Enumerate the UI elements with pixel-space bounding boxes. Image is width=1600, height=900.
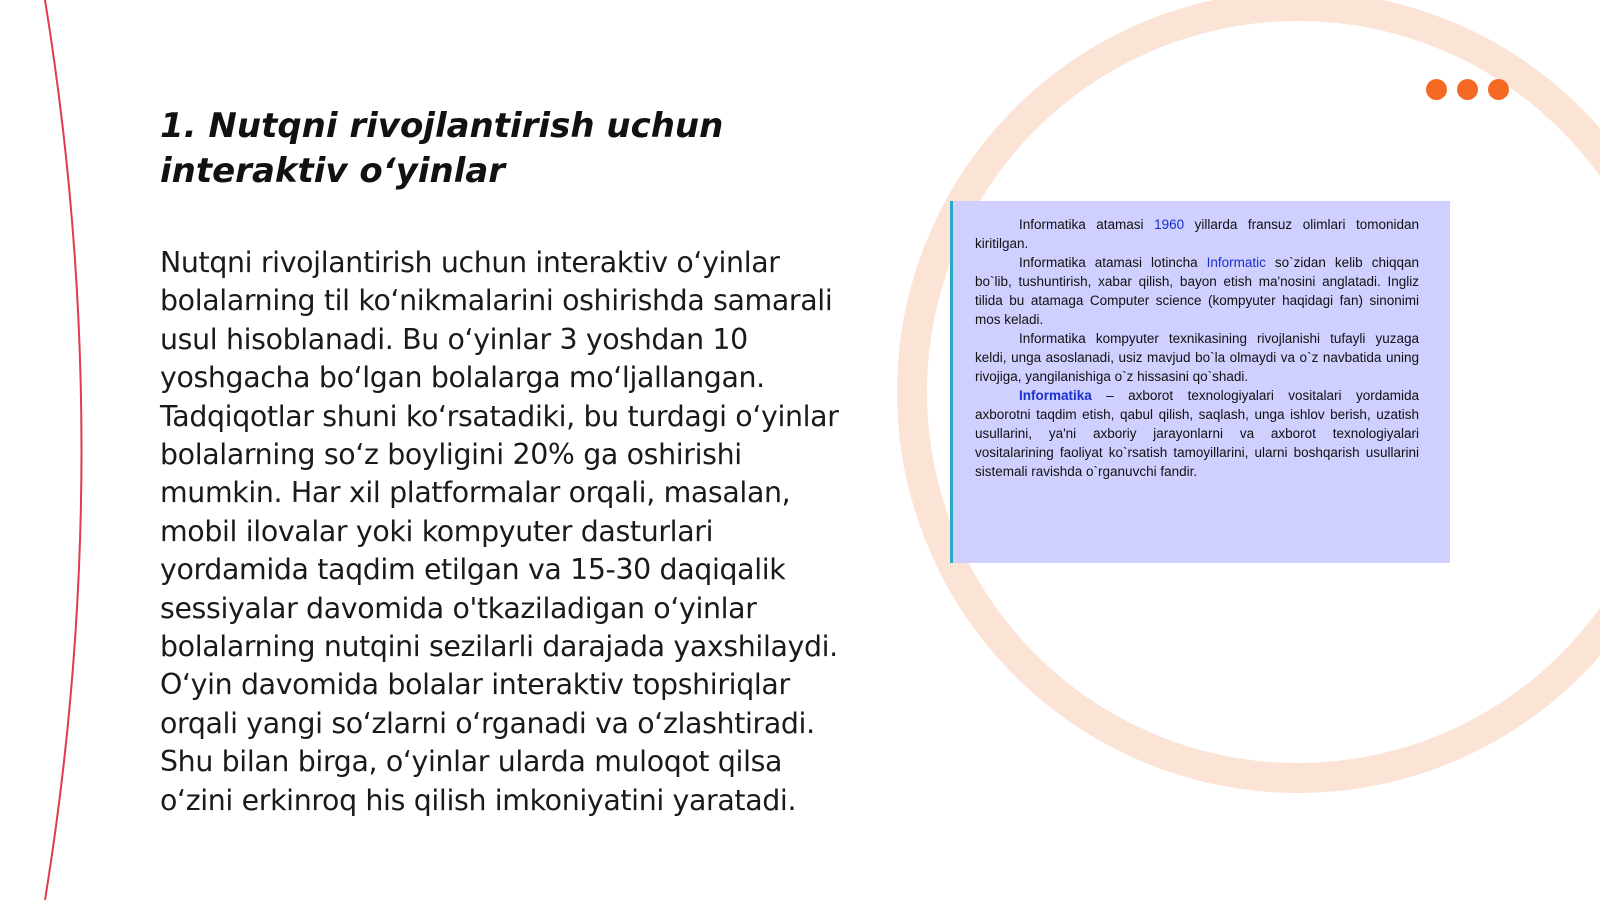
highlight-year: 1960	[1154, 217, 1185, 232]
decorative-dots	[1426, 79, 1509, 100]
left-curve-line	[45, 0, 82, 900]
doc-paragraph-3: Informatika kompyuter texnikasining rivojlanishi tufayli yuzaga keldi, unga asoslanadi, usiz mavjud bo`la olmaydi va o`z navbatida uning rivojiga, yangilanishiga o`z hissasini qo`shadi.	[975, 331, 1419, 384]
doc-paragraph-2: Informatika atamasi lotincha Informatic so`zidan kelib chiqqan bo`lib, tushuntirish, xabar qilish, bayon etish ma'nosini anglatadi. Ingliz tilida bu atamaga Computer science (kompyuter haqidagi fan) sinonimi mos keladi.	[975, 255, 1419, 327]
highlight-term: Informatic	[1206, 255, 1266, 270]
embedded-document-image	[950, 201, 1450, 563]
slide-title: 1. Nutqni rivojlantirish uchun interaktiv o‘yinlar	[160, 106, 724, 191]
dot-icon	[1488, 79, 1509, 100]
dot-icon	[1457, 79, 1478, 100]
highlight-definition-term: Informatika	[1019, 388, 1092, 403]
doc-paragraph-4: Informatika – axborot texnologiyalari vositalari yordamida axborotni taqdim etish, qabul qilish, saqlash, unga ishlov berish, uzatish usullarini, ya'ni axboriy jarayonlarni va axborot texnologiyalari vositalarining faoliyat ko`rsatish tamoyillarini, ularni boshqarish usullarini sistemali ravishda o`rganuvchi fandir.	[975, 388, 1419, 479]
dot-icon	[1426, 79, 1447, 100]
slide-body-text: Nutqni rivojlantirish uchun interaktiv o‘yinlar bolalarning til ko‘nikmalarini oshirishda samarali usul hisoblanadi. Bu o‘yinlar 3 yoshdan 10 yoshgacha bo‘lgan bolalarga mo‘ljallangan. Tadqiqotlar shuni ko‘rsatadiki, bu turdagi o‘yinlar bolalarning so‘z boyligini 20% ga oshirishi mumkin. Har xil platformalar orqali, masalan, mobil ilovalar yoki kompyuter dasturlari yordamida taqdim etilgan va 15-30 daqiqalik sessiyalar davomida o'tkaziladigan o‘yinlar bolalarning nutqini sezilarli darajada yaxshilaydi. O‘yin davomida bolalar interaktiv topshiriqlar orqali yangi so‘zlarni o‘rganadi va o‘zlashtiradi. Shu bilan birga, o‘yinlar ularda muloqot qilsa o‘zini erkinroq his qilish imkoniyatini yaratadi.	[160, 246, 839, 817]
doc-paragraph-1: Informatika atamasi 1960 yillarda fransuz olimlari tomonidan kiritilgan.	[975, 217, 1420, 251]
